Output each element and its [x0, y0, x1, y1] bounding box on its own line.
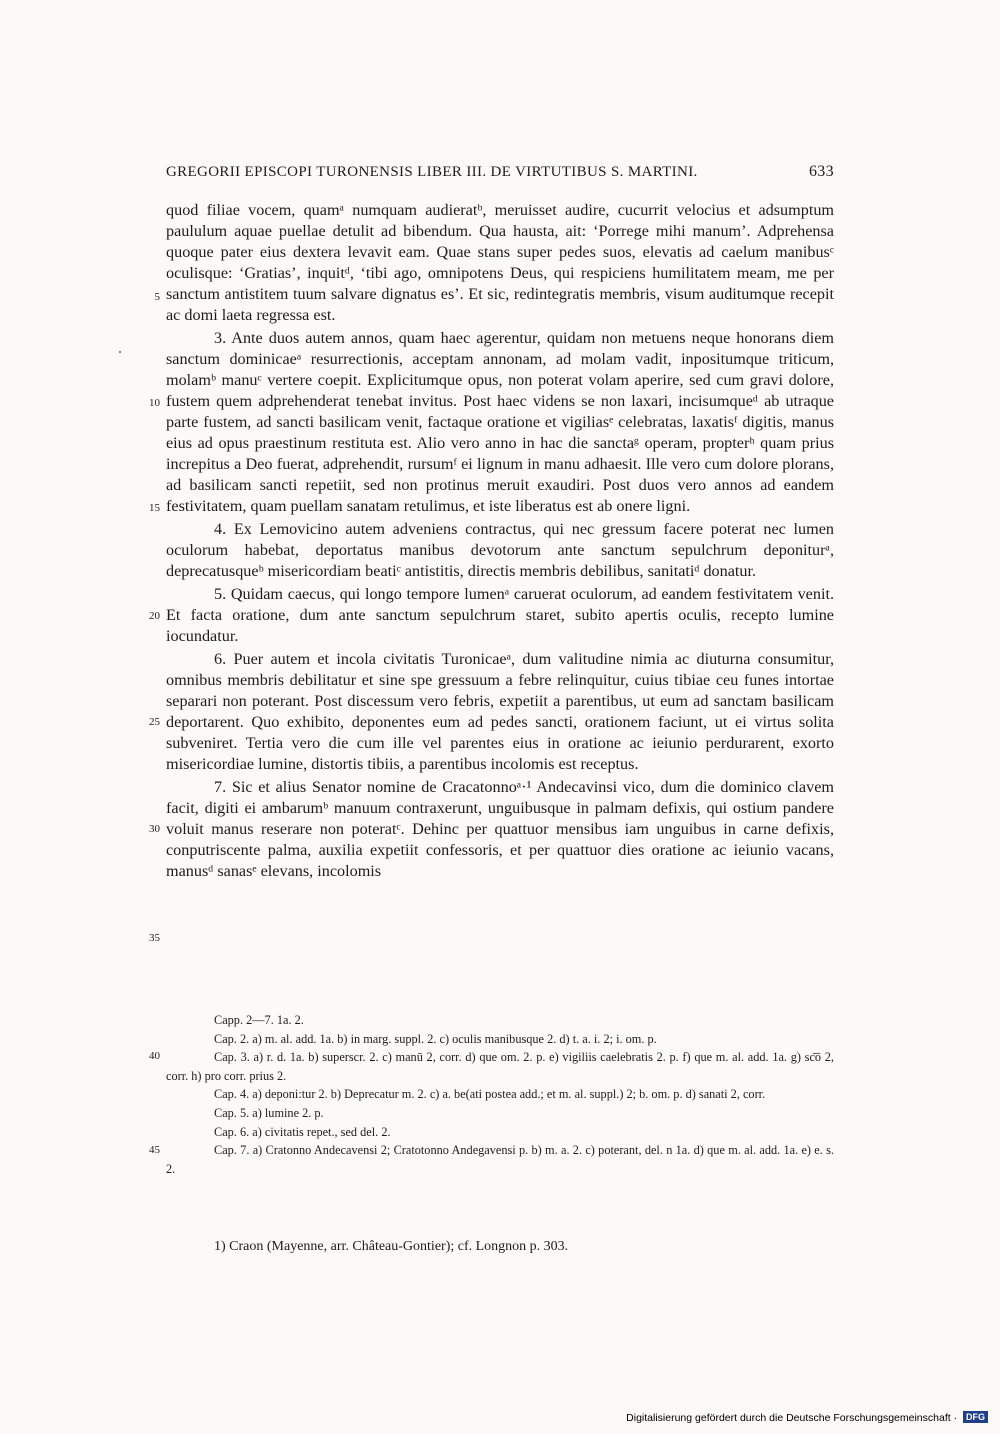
line-number: 10	[149, 397, 160, 409]
line-number: 15	[149, 502, 160, 514]
page-number: 633	[808, 163, 834, 180]
apparatus-line: Cap. 4. a) deponi:tur 2. b) Deprecatur m. 2. c) a. be(ati postea add.; et m. al. suppl.) 2; b. om. p. d) sanati 2, corr.	[214, 1087, 766, 1102]
apparatus-line: Cap. 3. a) r. d. 1a. b) superscr. 2. c) manū 2, corr. d) que om. 2. p. e) vigiliis caelebratis 2. p. f) que m. al. add. 1a. g) sc͞o 2, corr. h) pro corr. prius 2.	[166, 1050, 834, 1083]
line-number: 25	[149, 716, 160, 728]
running-title: GREGORII EPISCOPI TURONENSIS LIBER III. DE VIRTUTIBUS S. MARTINI.	[166, 164, 698, 180]
footnote: 1) Craon (Mayenne, arr. Château-Gontier); cf. Longnon p. 303.	[214, 1239, 569, 1254]
apparatus-line: Capp. 2—7. 1a. 2.	[214, 1013, 304, 1027]
paragraph: 6. Puer autem et incola civitatis Turonicaeᵃ, dum valitudine nimia ac diuturna consumitur, omnibus membris debilitatur et sine spe gressuum a febre relinquitur, cuius tibiae ceu funes intortae separari non poterant. Post discessum vero febris, expetiit a parentibus, ut eum ad sanctam basilicam deportarent. Quo exhibito, deponentes eum ad pedes sancti, orationem faciunt, ut ei virtus solita subveniret. Tertia vero die cum ille vel parentes eius in oratione ac ieiunio perdurarent, exorto misericordiae lumine, distortis tibiis, a parentibus incolomis est receptus.	[166, 650, 834, 773]
apparatus-line: Cap. 2. a) m. al. add. 1a. b) in marg. suppl. 2. c) oculis manibusque 2. d) t. a. i. 2; i. om. p.	[214, 1031, 657, 1046]
paragraph: 4. Ex Lemovicino autem adveniens contractus, qui nec gressum facere poterat nec lumen oculorum habebat, deportatus manibus devotorum ante sanctum sepulchrum deponiturᵃ, deprecatusqueᵇ misericordiam beatiᶜ antistitis, directis membris debilibus, sanitatiᵈ donatur.	[166, 520, 834, 580]
line-number: 5	[154, 291, 160, 303]
paragraph: 5. Quidam caecus, qui longo tempore lumenᵃ caruerat oculorum, ad eandem festivitatem venit. Et facta oratione, dum ante sanctum sepulchrum staret, subito apertis oculis, recepto lumine iocundatur.	[166, 585, 834, 645]
line-number: 40	[149, 1050, 160, 1062]
critical-apparatus	[166, 1011, 834, 1178]
paragraph: quod filiae vocem, quamᵃ numquam audieratᵇ, meruisset audire, cucurrit velocius et adsumptum paululum aquae puellae detulit ad bibendum. Qua hausta, ait: ‘Porrege mihi manum’. Adprehensa quoque pater eius dextera levavit eam. Quae stans super pedes suos, elevatis ad caelum manibusᶜ oculisque: ‘Gratias’, inquitᵈ, ‘tibi ago, omnipotens Deus, qui respiciens humilitatem meam, me per sanctum antistitem tuum salvare dignatus es’. Et sic, redintegratis membris, visum auditumque recepit ac domi laeta regressa est.	[166, 201, 834, 324]
paragraph: 3. Ante duos autem annos, quam haec agerentur, quidam non metuens neque honorans diem sanctum dominicaeᵃ resurrectionis, acceptam annonam, ad molam vadit, inpositumque triticum, molamᵇ manuᶜ vertere coepit. Explicitumque opus, non poterat volam aperire, sed cum gravi dolore, fustem quem adprehenderat tenebat invitus. Post haec videns se non laxari, incisumqueᵈ ab utraque parte fustem, ad sancti basilicam venit, factaque oratione et vigiliasᵉ celebratas, laxatisᶠ digitis, manus eius ad opus praestinum restituta est. Alio vero anno in hac die sanctaᵍ operam, propterʰ quam prius increpitus a Deo fuerat, adprehendit, rursumᶠ ei lignum in manu adhaesit. Ille vero cum dolore plorans, ad basilicam sancti repetiit, sed non protinus meruit exaudiri. Post duos vero annos ad eandem festivitatem, quam puellam sanatam retulimus, et iste liberatus est ab onere ligni.	[166, 329, 834, 515]
dfg-logo: DFG	[963, 1411, 988, 1423]
digitization-credit	[626, 1411, 988, 1424]
credit-text: Digitalisierung gefördert durch die Deutsche Forschungsgemeinschaft ·	[626, 1412, 958, 1424]
running-header	[166, 161, 834, 183]
line-number: 35	[149, 932, 160, 944]
page-speck	[119, 351, 121, 353]
paragraph: 7. Sic et alius Senator nomine de Cracatonnoᵃ·¹ Andecavinsi vico, dum die dominico clavem facit, digiti ei ambarumᵇ manuum contraxerunt, unguibusque in palmam defixis, qui ostium pandere voluit manus reserare non poteratᶜ. Dehinc per quattuor mensibus iam unguibus in carne defixis, conputriscente palma, auxilia expetiit confessoris, et per quattuor dies oratione ac ieiunio vacans, manusᵈ sanasᵉ elevans, incolomis	[166, 778, 834, 880]
line-number: 45	[149, 1144, 160, 1156]
line-number: 30	[149, 823, 160, 835]
apparatus-line: Cap. 7. a) Cratonno Andecavensi 2; Cratotonno Andegavensi p. b) m. a. 2. c) poterant, del. n 1a. d) que m. al. add. 1a. e) e. s. 2.	[166, 1143, 834, 1176]
apparatus-line: Cap. 6. a) civitatis repet., sed del. 2.	[214, 1124, 391, 1139]
main-text	[166, 200, 834, 882]
apparatus-line: Cap. 5. a) lumine 2. p.	[214, 1105, 324, 1120]
line-number: 20	[149, 610, 160, 622]
